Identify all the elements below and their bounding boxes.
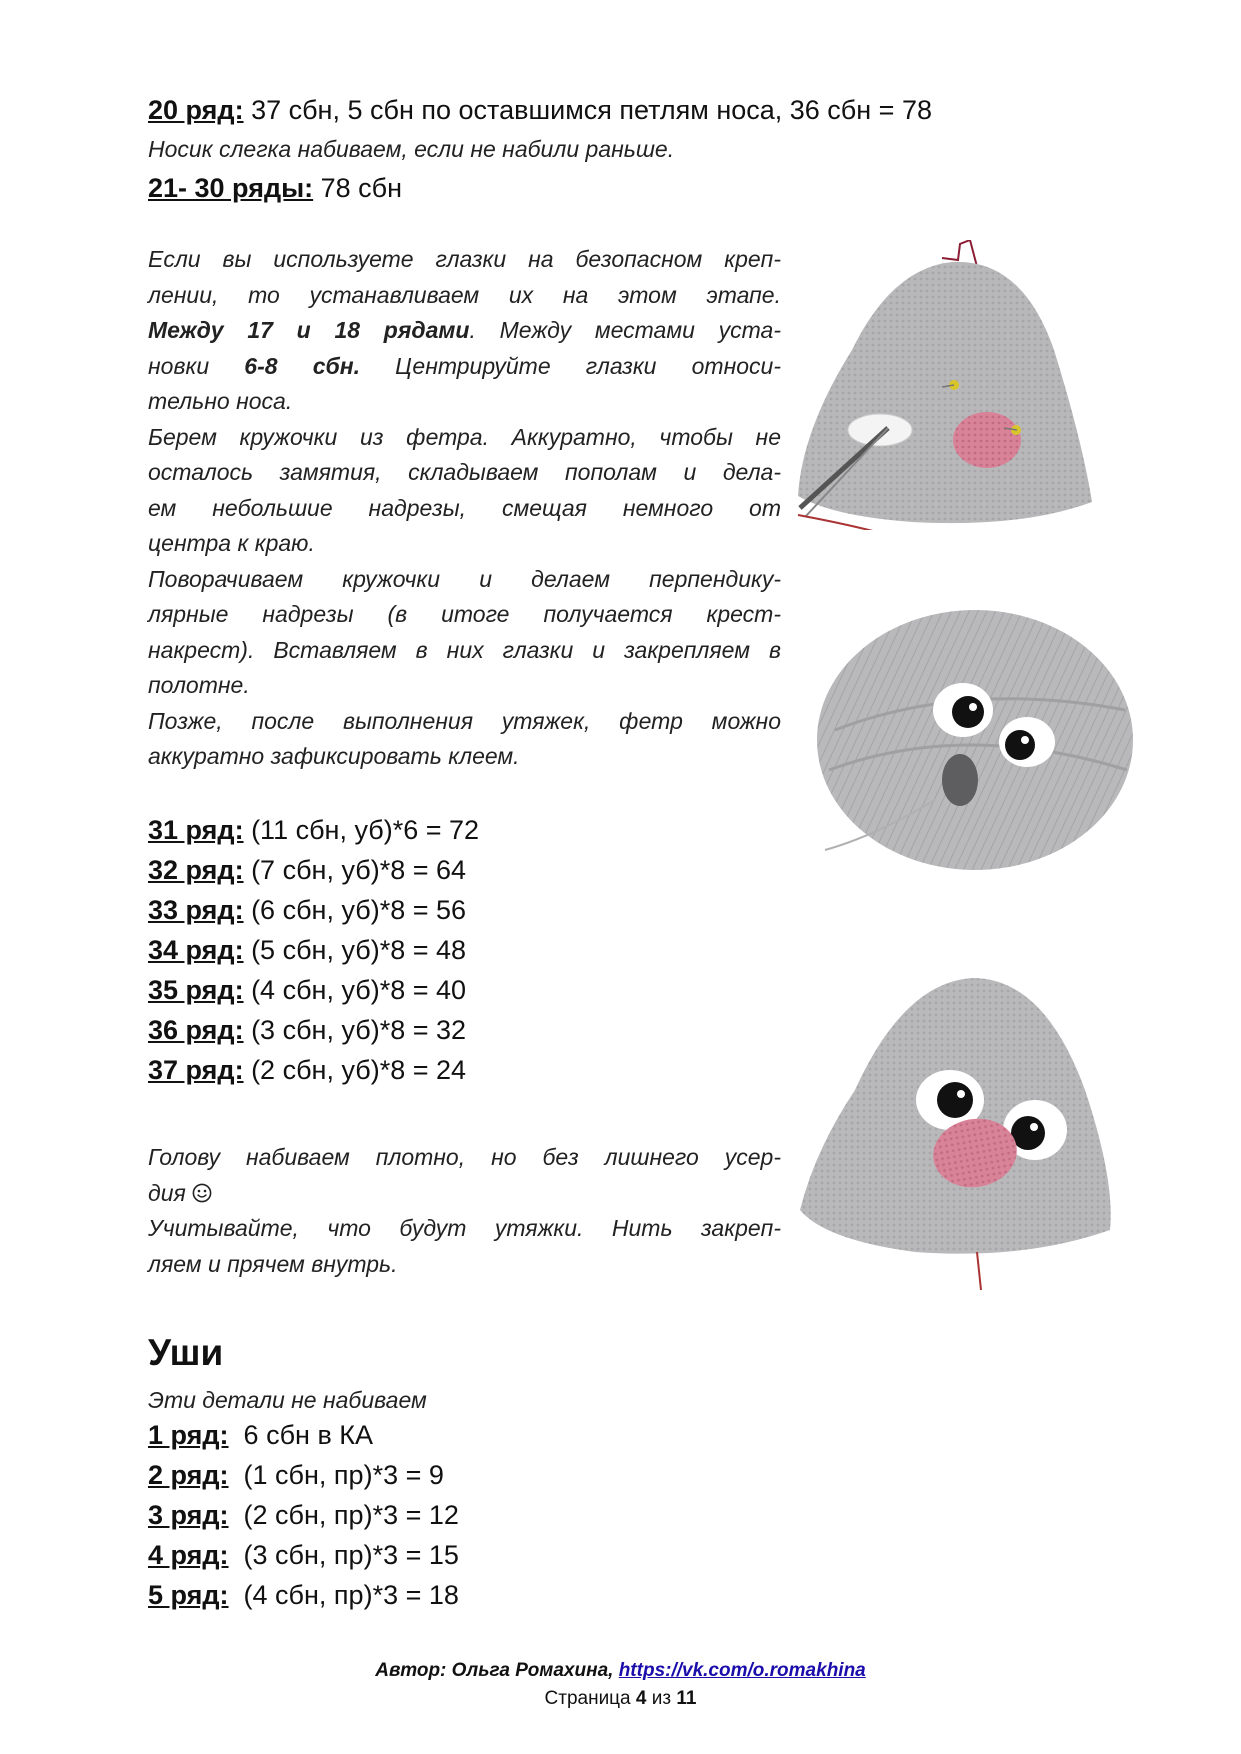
row-text: (4 сбн, пр)*3 = 18 <box>228 1580 459 1610</box>
row-33 <box>148 890 479 930</box>
ear-row-5 <box>148 1575 459 1615</box>
ear-row-4 <box>148 1535 459 1575</box>
para-text: дия <box>148 1179 186 1206</box>
row-label: 32 ряд: <box>148 855 244 885</box>
row-text: 78 сбн <box>313 173 403 203</box>
row-text: (11 сбн, уб)*6 = 72 <box>243 815 480 845</box>
photo-head-finished <box>795 970 1145 1290</box>
row-31 <box>148 810 479 850</box>
para-line <box>148 349 781 385</box>
row-label: 20 ряд: <box>148 95 244 125</box>
row-text: (3 сбн, уб)*8 = 32 <box>243 1015 467 1045</box>
row-21-30 <box>148 168 402 208</box>
para-line: Поворачиваем кружочки и делаем перпендику- <box>148 565 781 592</box>
row-34 <box>148 930 479 970</box>
nose-note: Носик слегка набиваем, если не набили раньше. <box>148 136 675 162</box>
author-link[interactable]: https://vk.com/o.romakhina <box>618 1660 866 1681</box>
decrease-rows <box>148 810 479 1090</box>
page-prefix: Страница <box>544 1688 636 1709</box>
row-text: (2 сбн, пр)*3 = 12 <box>228 1500 459 1530</box>
para-line: Берем кружочки из фетра. Аккуратно, чтобы не <box>148 423 781 450</box>
para-line: осталось замятия, складываем пополам и дела- <box>148 459 781 485</box>
row-35 <box>148 970 479 1010</box>
row-label: 21- 30 ряды: <box>148 173 314 203</box>
ears-rows <box>148 1415 459 1615</box>
section-heading-ears: Уши <box>148 1332 224 1373</box>
row-label: 31 ряд: <box>148 815 244 845</box>
para-line: Позже, после выполнения утяжек, фетр можно <box>148 707 781 734</box>
photo-yarn-ball-with-eyes <box>815 600 1150 875</box>
para-text: . Между местами уста- <box>469 317 781 343</box>
row-label: 34 ряд: <box>148 935 244 965</box>
row-text: (5 сбн, уб)*8 = 48 <box>243 935 467 965</box>
para-line: Голову набиваем плотно, но без лишнего усер- <box>148 1144 781 1170</box>
page-counter <box>0 1688 1241 1710</box>
row-20 <box>148 90 932 130</box>
para-line: лении, то устанавливаем их на этом этапе. <box>148 281 781 308</box>
row-label: 35 ряд: <box>148 975 244 1005</box>
row-text: (1 сбн, пр)*3 = 9 <box>228 1460 444 1490</box>
para-line: ем небольшие надрезы, смещая немного от <box>148 494 781 521</box>
row-label: 3 ряд: <box>148 1500 229 1530</box>
row-text: 6 сбн в КА <box>228 1420 374 1450</box>
page-total: 11 <box>676 1688 697 1709</box>
smiley-icon <box>192 1183 212 1203</box>
page-current: 4 <box>635 1688 647 1709</box>
para-line: тельно носа. <box>148 388 293 414</box>
para-line: лярные надрезы (в итоге получается крест- <box>148 601 781 627</box>
row-text: (4 сбн, уб)*8 = 40 <box>243 975 467 1005</box>
para-line: центра к краю. <box>148 530 315 556</box>
bold-text: 6-8 сбн. <box>244 352 361 379</box>
para-line <box>148 313 781 349</box>
para-line: полотне. <box>148 672 250 698</box>
page-mid: из <box>646 1688 677 1709</box>
row-text: (6 сбн, уб)*8 = 56 <box>243 895 467 925</box>
row-label: 33 ряд: <box>148 895 244 925</box>
bold-text: Между 17 и 18 рядами <box>148 317 470 343</box>
row-32 <box>148 850 479 890</box>
row-label: 2 ряд: <box>148 1460 229 1490</box>
para-line: аккуратно зафиксировать клеем. <box>148 743 520 769</box>
ear-row-1 <box>148 1415 459 1455</box>
ear-row-3 <box>148 1495 459 1535</box>
row-text: (7 сбн, уб)*8 = 64 <box>243 855 467 885</box>
para-line: Учитывайте, что будут утяжки. Нить закреп- <box>148 1215 781 1241</box>
para-text: новки <box>148 352 245 379</box>
para-line <box>148 1176 781 1212</box>
para-line: ляем и прячем внутрь. <box>148 1250 398 1277</box>
para-line: Если вы используете глазки на безопасном креп- <box>148 246 781 272</box>
stuffing-instructions <box>148 1140 781 1282</box>
row-label: 37 ряд: <box>148 1055 244 1085</box>
row-label: 36 ряд: <box>148 1015 244 1045</box>
ears-note: Эти детали не набиваем <box>148 1387 427 1413</box>
author-label: Автор: Ольга Ромахина, <box>375 1660 619 1681</box>
row-text: (3 сбн, пр)*3 = 15 <box>228 1540 459 1570</box>
row-36 <box>148 1010 479 1050</box>
row-label: 4 ряд: <box>148 1540 229 1570</box>
para-line: накрест). Вставляем в них глазки и закрепляем в <box>148 636 781 663</box>
ear-row-2 <box>148 1455 459 1495</box>
row-37 <box>148 1050 479 1090</box>
row-label: 1 ряд: <box>148 1420 229 1450</box>
para-text: Центрируйте глазки относи- <box>360 352 781 379</box>
row-label: 5 ряд: <box>148 1580 229 1610</box>
row-text: 37 сбн, 5 сбн по оставшимся петлям носа, 36 сбн = 78 <box>243 95 932 125</box>
footer-author <box>0 1660 1241 1682</box>
row-text: (2 сбн, уб)*8 = 24 <box>243 1055 467 1085</box>
photo-head-with-nose <box>792 240 1144 530</box>
eyes-instructions <box>148 242 781 775</box>
